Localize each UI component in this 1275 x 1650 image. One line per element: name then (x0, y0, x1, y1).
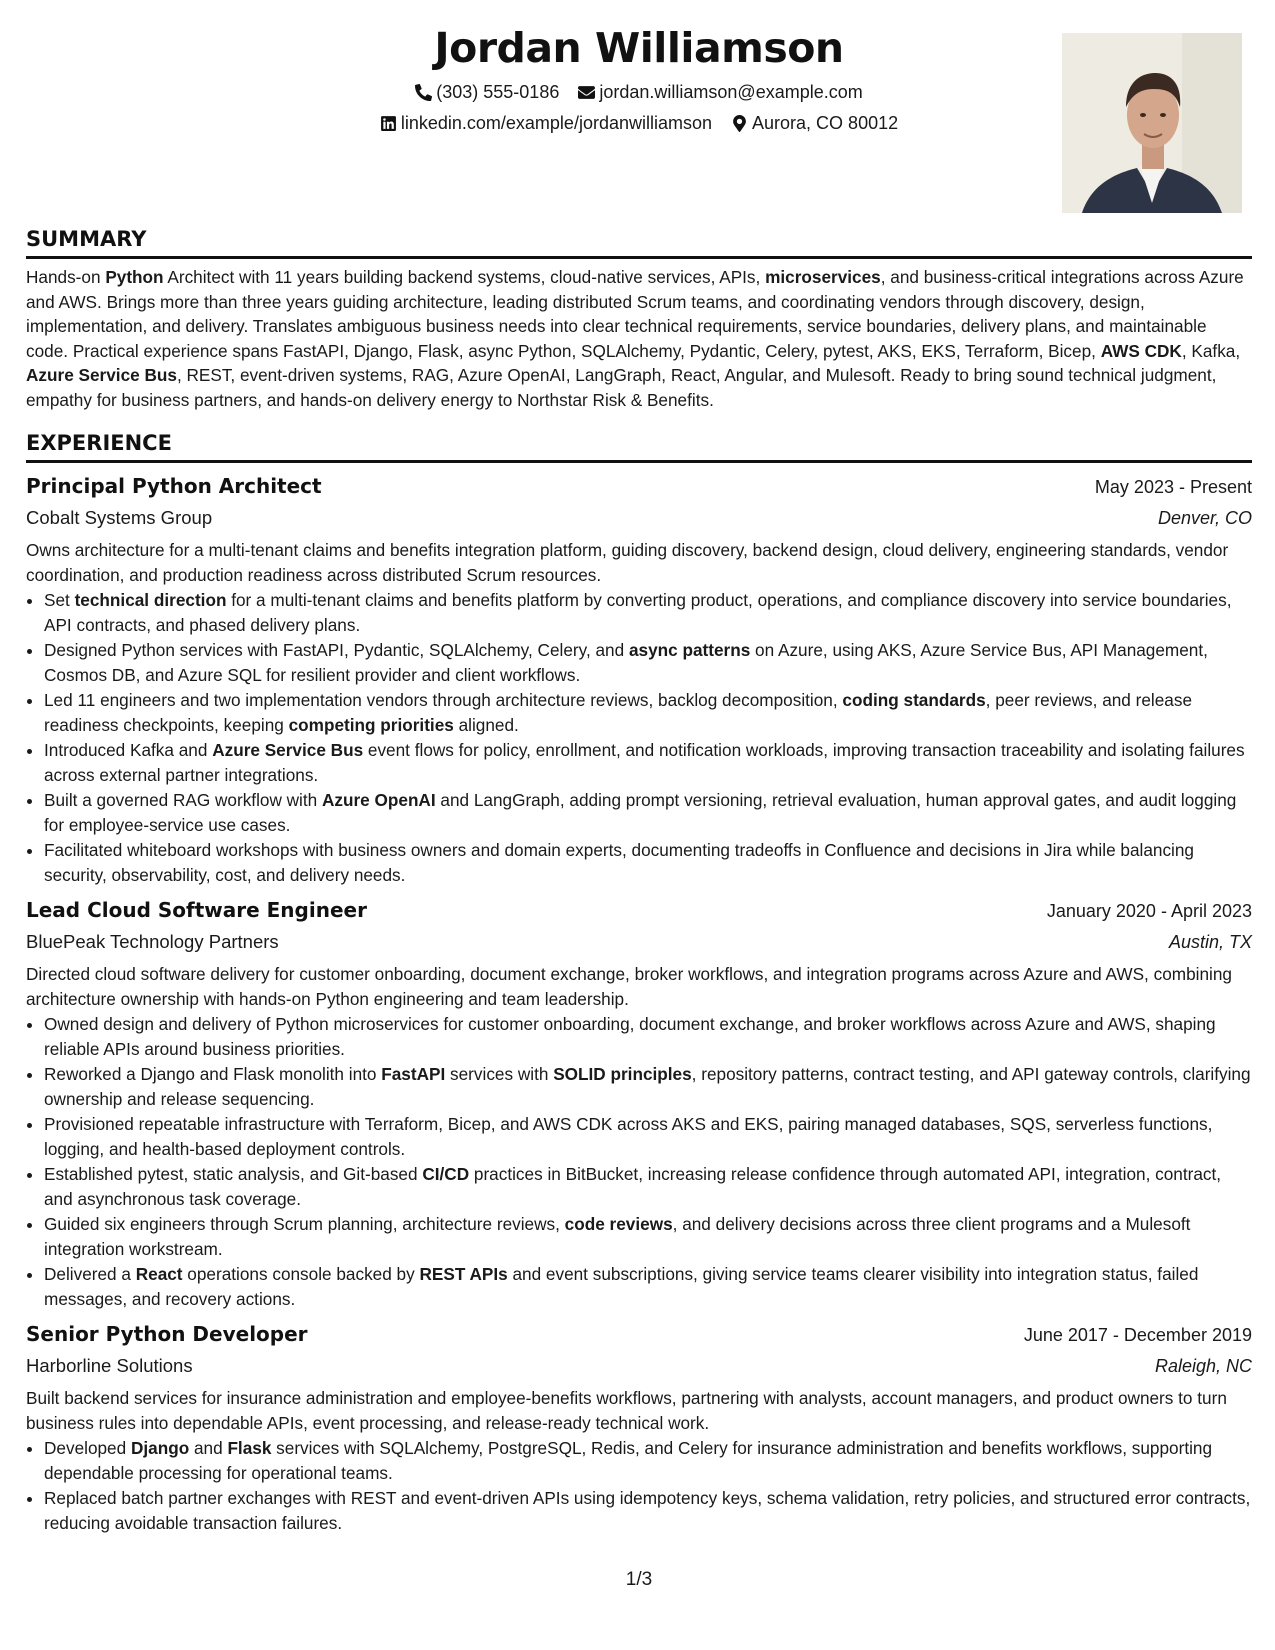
job-location: Raleigh, NC (1154, 1356, 1252, 1376)
location-text: Aurora, CO 80012 (752, 113, 899, 133)
email-address[interactable]: jordan.williamson@example.com (599, 82, 863, 102)
map-marker-icon (731, 115, 748, 132)
linkedin-icon (380, 115, 397, 132)
company-name: Harborline Solutions (26, 1355, 193, 1376)
candidate-name: Jordan Williamson (434, 24, 844, 72)
job-title: Senior Python Developer (26, 1322, 308, 1346)
bullet-item: • Guided six engineers through Scrum planning, architecture reviews, code reviews, and delivery decisions across three client programs and a Mulesoft integration workstream. (44, 1212, 1252, 1261)
job-dates: May 2023 - Present (1094, 477, 1252, 497)
profile-photo (1062, 33, 1242, 213)
bullet-item: • Owned design and delivery of Python microservices for customer onboarding, document exchange, and broker workflows across Azure and AWS, shaping reliable APIs around business priorities. (44, 1012, 1252, 1061)
phone-icon (415, 84, 432, 101)
company-name: Cobalt Systems Group (26, 507, 213, 528)
job-description: Built backend services for insurance administration and employee-benefits workflows, partnering with analysts, account managers, and product owners to turn business rules into dependable APIs, event processing, and release-ready technical work. (26, 1388, 1227, 1433)
job-entry (26, 1319, 1252, 1535)
bullet-item: • Introduced Kafka and Azure Service Bus event flows for policy, enrollment, and notification workloads, improving transaction traceability and isolating failures across external partner integrations. (44, 738, 1252, 787)
bullet-item: • Provisioned repeatable infrastructure with Terraform, Bicep, and AWS CDK across AKS and EKS, pairing managed databases, SQS, serverless functions, logging, and health-based deployment controls. (44, 1112, 1252, 1161)
location-contact (731, 111, 898, 135)
job-title: Lead Cloud Software Engineer (26, 898, 367, 922)
job-dates: January 2020 - April 2023 (1046, 901, 1252, 921)
envelope-icon (578, 84, 595, 101)
job-location: Austin, TX (1168, 932, 1252, 952)
company-name: BluePeak Technology Partners (26, 931, 279, 952)
phone-number: (303) 555-0186 (436, 82, 560, 102)
job-bullets (26, 588, 1252, 887)
job-bullets (26, 1436, 1252, 1535)
email-contact[interactable] (578, 80, 862, 104)
job-entry (26, 471, 1252, 887)
bullet-item: • Established pytest, static analysis, and Git-based CI/CD practices in BitBucket, increasing release confidence through automated API, integration, contract, and asynchronous task coverage. (44, 1162, 1252, 1211)
bullet-item: • Led 11 engineers and two implementation vendors through architecture reviews, backlog decomposition, coding standards, peer reviews, and release readiness checkpoints, keeping competing priorities aligned. (44, 688, 1252, 737)
bullet-item: • Facilitated whiteboard workshops with business owners and domain experts, documenting tradeoffs in Confluence and decisions in Jira while balancing security, observability, cost, and delivery needs. (44, 838, 1252, 887)
bullet-item: • Designed Python services with FastAPI, Pydantic, SQLAlchemy, Celery, and async patterns on Azure, using AKS, Azure Service Bus, API Management, Cosmos DB, and Azure SQL for resilient provider and client workflows. (44, 638, 1252, 687)
bullet-item: • Delivered a React operations console backed by REST APIs and event subscriptions, giving service teams clearer visibility into integration status, failed messages, and recovery actions. (44, 1262, 1252, 1311)
job-description: Directed cloud software delivery for customer onboarding, document exchange, broker workflows, and integration programs across Azure and AWS, combining architecture ownership with hands-on Python engineering and team leadership. (26, 964, 1232, 1009)
bullet-item: • Replaced batch partner exchanges with REST and event-driven APIs using idempotency keys, schema validation, retry policies, and structured error contracts, reducing avoidable transaction failures. (44, 1486, 1252, 1535)
bullet-item: • Built a governed RAG workflow with Azure OpenAI and LangGraph, adding prompt versioning, retrieval evaluation, human approval gates, and audit logging for employee-service use cases. (44, 788, 1252, 837)
phone-contact (415, 80, 559, 104)
resume-page (26, 0, 1252, 1650)
bullet-item: • Developed Django and Flask services with SQLAlchemy, PostgreSQL, Redis, and Celery for insurance administration and benefits workflows, supporting dependable processing for operational teams. (44, 1436, 1252, 1485)
summary-section (26, 226, 1252, 412)
page-number: 1/3 (625, 1569, 653, 1590)
bullet-item: • Set technical direction for a multi-tenant claims and benefits platform by converting product, operations, and compliance discovery into service boundaries, API contracts, and phased delivery plans. (44, 588, 1252, 637)
job-description: Owns architecture for a multi-tenant claims and benefits integration platform, guiding discovery, backend design, cloud delivery, engineering standards, vendor coordination, and production readiness across distributed Scrum resources. (26, 540, 1229, 585)
summary-text: Hands-on Python Architect with 11 years building backend systems, cloud-native services, APIs, microservices, and business-critical integrations across Azure and AWS. Brings more than three years guiding architecture, leading distributed Scrum teams, and coordinating vendors through discovery, design, implementation, and delivery. Translates ambiguous business needs into clear technical requirements, service boundaries, delivery plans, and maintainable code. Practical experience spans FastAPI, Django, Flask, async Python, SQLAlchemy, Pydantic, Celery, pytest, AKS, EKS, Terraform, Bicep, AWS CDK, Kafka, Azure Service Bus, REST, event-driven systems, RAG, Azure OpenAI, LangGraph, React, Angular, and Mulesoft. Ready to bring sound technical judgment, empathy for business partners, and hands-on delivery energy to Northstar Risk & Benefits. (26, 267, 1244, 410)
job-title: Principal Python Architect (26, 474, 322, 498)
job-entry (26, 895, 1252, 1311)
linkedin-url[interactable]: linkedin.com/example/jordanwilliamson (400, 113, 713, 133)
job-bullets (26, 1012, 1252, 1311)
linkedin-contact[interactable] (380, 111, 712, 135)
job-dates: June 2017 - December 2019 (1023, 1325, 1252, 1345)
experience-heading: EXPERIENCE (26, 430, 1252, 463)
bullet-item: • Reworked a Django and Flask monolith into FastAPI services with SOLID principles, repository patterns, contract testing, and API gateway controls, clarifying ownership and release sequencing. (44, 1062, 1252, 1111)
portrait-illustration (1062, 33, 1242, 213)
resume-header (26, 0, 1252, 230)
experience-section (26, 430, 1252, 1535)
summary-heading: SUMMARY (26, 226, 1252, 259)
job-location: Denver, CO (1157, 508, 1252, 528)
